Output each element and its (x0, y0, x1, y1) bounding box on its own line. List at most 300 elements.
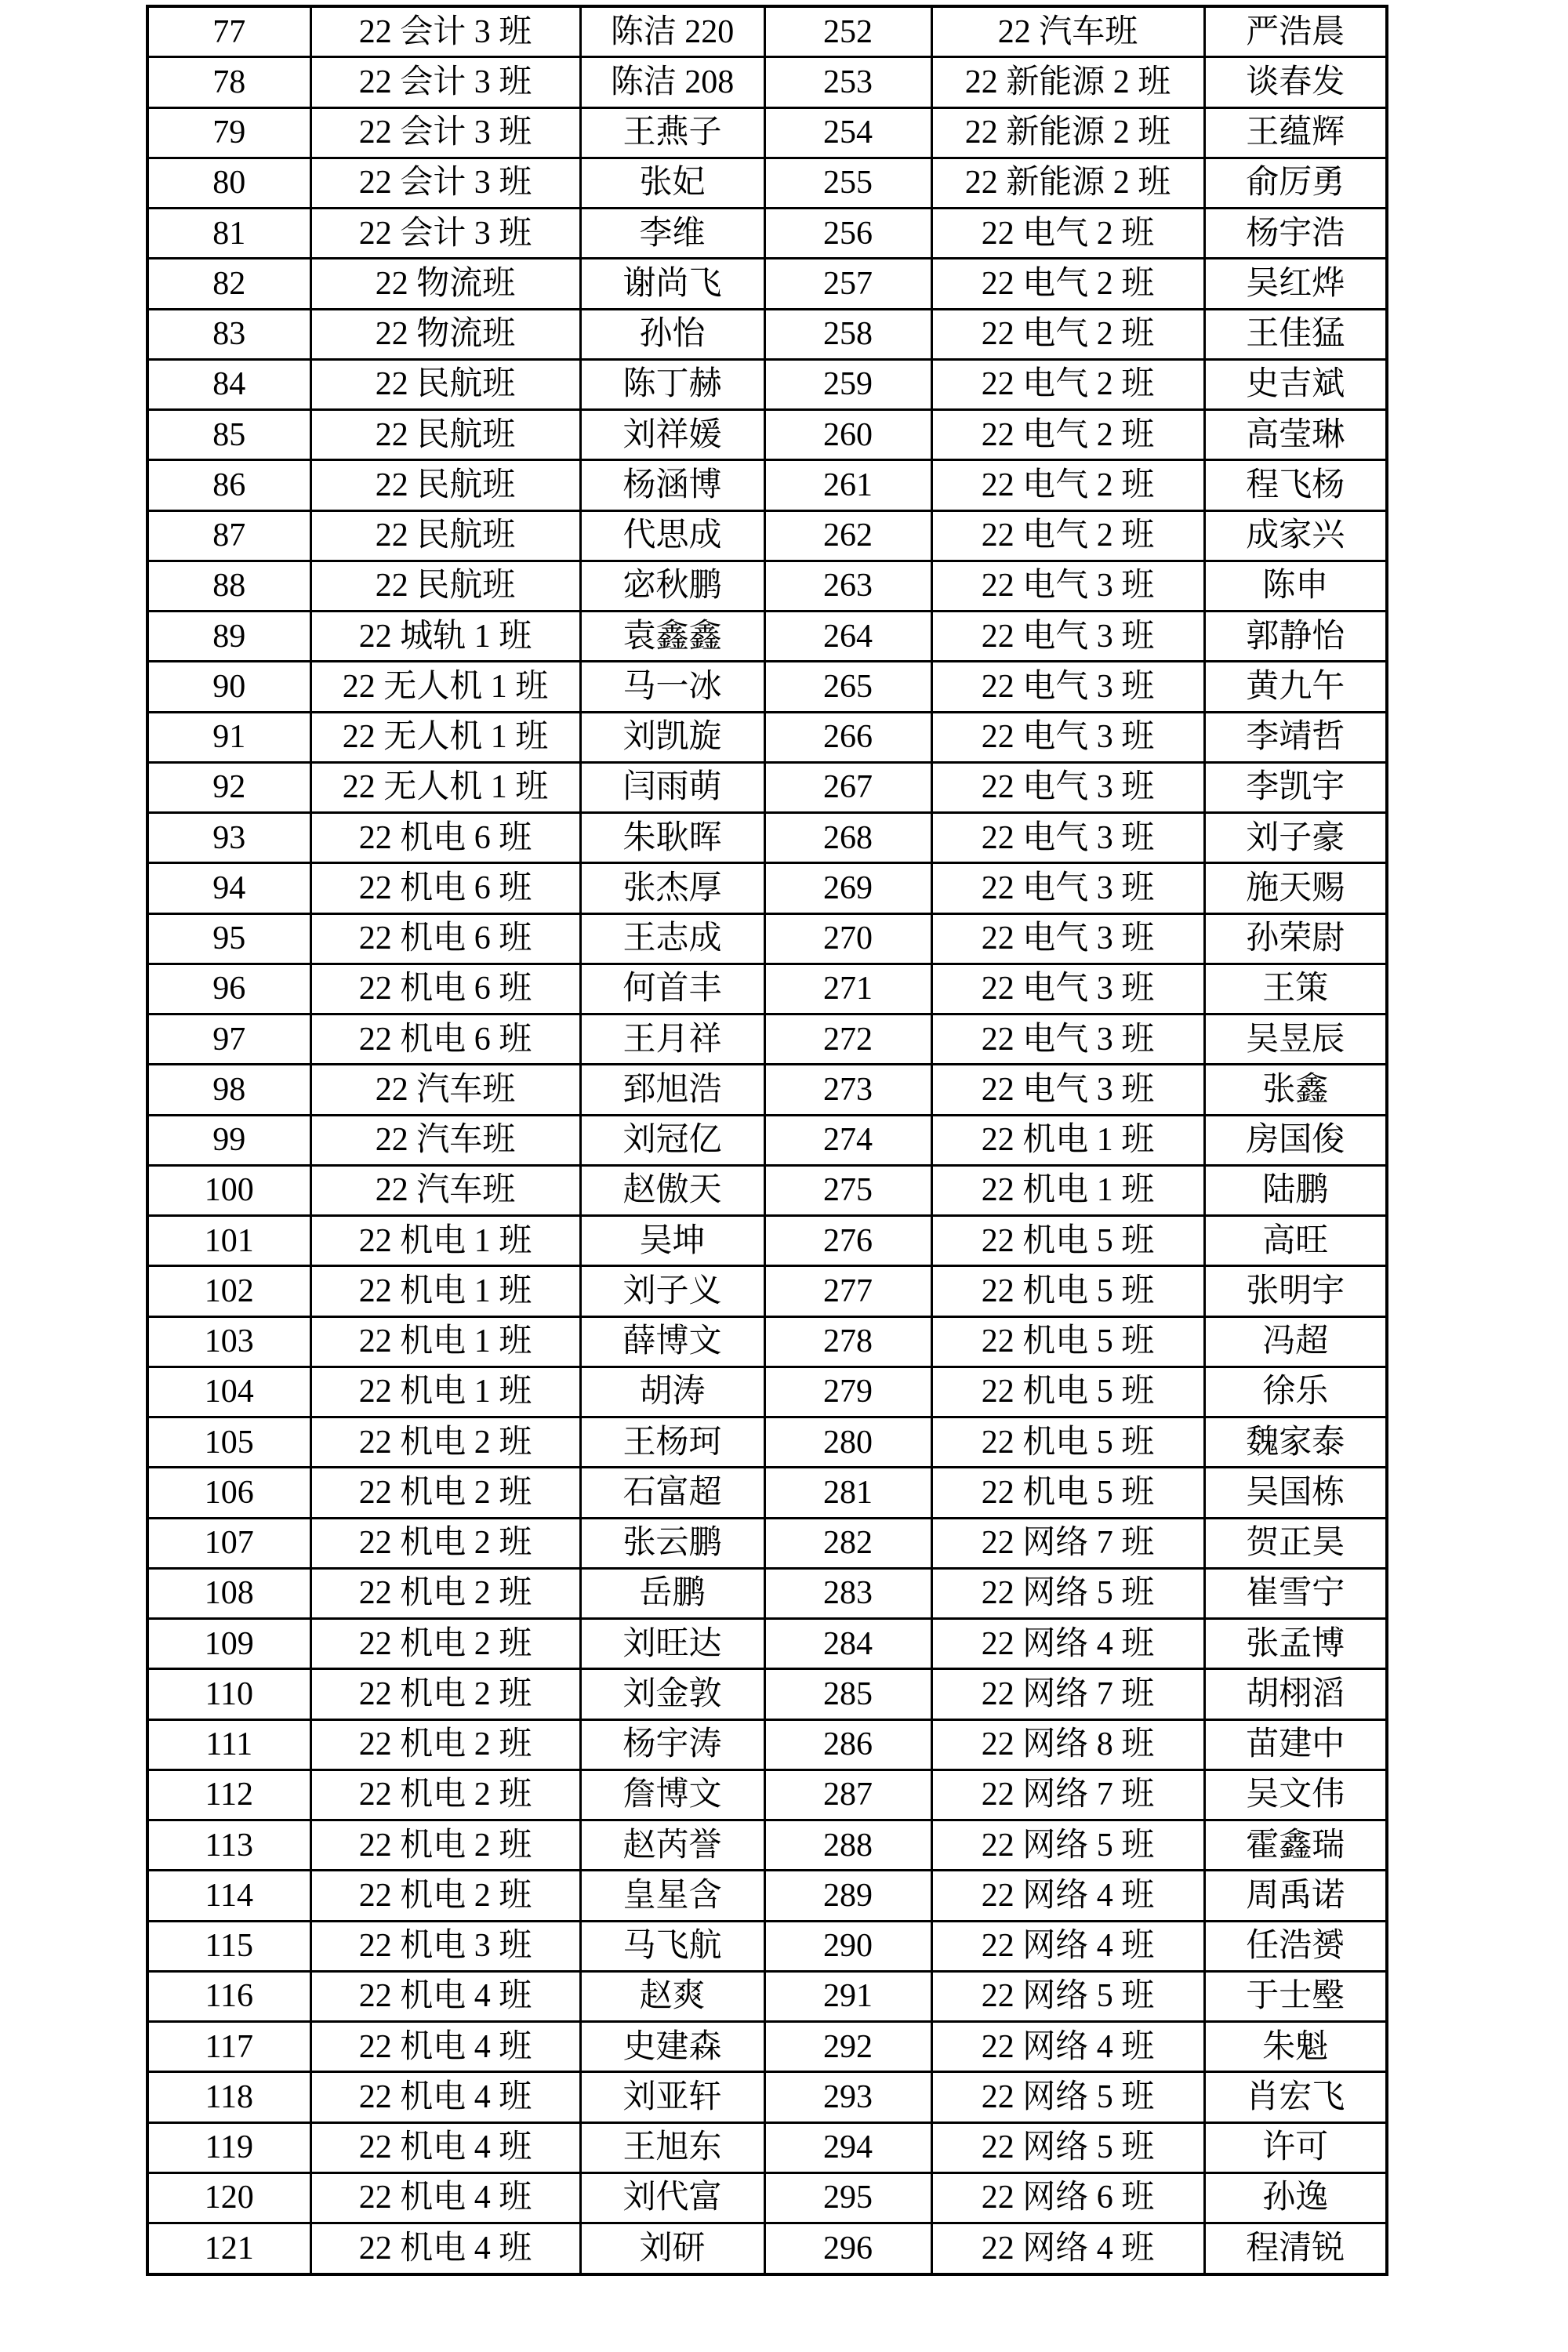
name-cell-right: 徐乐 (1204, 1367, 1387, 1417)
seq-cell-right: 272 (764, 1014, 931, 1065)
seq-cell-right: 292 (764, 2022, 931, 2072)
roster-table-body (147, 6, 1387, 2274)
table-row (147, 561, 1387, 611)
class-cell-right: 22 电气 2 班 (931, 359, 1204, 409)
name-cell-left: 刘亚轩 (580, 2072, 764, 2122)
name-cell-right: 程飞杨 (1204, 460, 1387, 510)
class-cell-left: 22 机电 6 班 (310, 1014, 580, 1065)
table-row (147, 359, 1387, 409)
name-cell-right: 程清锐 (1204, 2223, 1387, 2274)
name-cell-right: 贺正昊 (1204, 1518, 1387, 1568)
table-row (147, 1417, 1387, 1468)
name-cell-right: 王策 (1204, 964, 1387, 1014)
seq-cell-right: 278 (764, 1316, 931, 1367)
class-cell-left: 22 机电 4 班 (310, 2122, 580, 2172)
seq-cell-left: 103 (147, 1316, 310, 1367)
class-cell-left: 22 机电 4 班 (310, 2223, 580, 2274)
name-cell-right: 陈申 (1204, 561, 1387, 611)
class-cell-left: 22 机电 4 班 (310, 2022, 580, 2072)
seq-cell-right: 274 (764, 1115, 931, 1165)
table-row (147, 209, 1387, 259)
class-cell-left: 22 机电 2 班 (310, 1820, 580, 1871)
class-cell-right: 22 电气 2 班 (931, 309, 1204, 359)
table-row (147, 1568, 1387, 1618)
name-cell-left: 刘冠亿 (580, 1115, 764, 1165)
name-cell-right: 周禹诺 (1204, 1871, 1387, 1921)
seq-cell-right: 268 (764, 813, 931, 863)
seq-cell-right: 285 (764, 1669, 931, 1719)
class-cell-left: 22 机电 6 班 (310, 913, 580, 964)
table-row (147, 1115, 1387, 1165)
seq-cell-left: 111 (147, 1719, 310, 1769)
seq-cell-right: 263 (764, 561, 931, 611)
class-cell-left: 22 民航班 (310, 359, 580, 409)
table-row (147, 1266, 1387, 1316)
seq-cell-left: 121 (147, 2223, 310, 2274)
name-cell-left: 闫雨萌 (580, 762, 764, 812)
seq-cell-left: 79 (147, 107, 310, 158)
name-cell-right: 高莹琳 (1204, 410, 1387, 460)
class-cell-right: 22 网络 5 班 (931, 1971, 1204, 2021)
class-cell-right: 22 电气 2 班 (931, 209, 1204, 259)
seq-cell-right: 258 (764, 309, 931, 359)
name-cell-right: 吴昱辰 (1204, 1014, 1387, 1065)
seq-cell-right: 294 (764, 2122, 931, 2172)
class-cell-right: 22 电气 3 班 (931, 813, 1204, 863)
table-row (147, 1316, 1387, 1367)
class-cell-left: 22 机电 4 班 (310, 2072, 580, 2122)
seq-cell-right: 286 (764, 1719, 931, 1769)
name-cell-right: 张鑫 (1204, 1065, 1387, 1115)
class-cell-left: 22 城轨 1 班 (310, 612, 580, 662)
seq-cell-right: 262 (764, 510, 931, 561)
name-cell-right: 李靖哲 (1204, 712, 1387, 762)
name-cell-left: 王月祥 (580, 1014, 764, 1065)
table-row (147, 1719, 1387, 1769)
class-cell-right: 22 电气 2 班 (931, 259, 1204, 309)
class-cell-right: 22 网络 5 班 (931, 1568, 1204, 1618)
class-cell-right: 22 网络 5 班 (931, 2072, 1204, 2122)
class-cell-right: 22 网络 4 班 (931, 1871, 1204, 1921)
name-cell-left: 孙怡 (580, 309, 764, 359)
class-cell-left: 22 机电 6 班 (310, 863, 580, 913)
seq-cell-left: 90 (147, 662, 310, 712)
class-cell-right: 22 新能源 2 班 (931, 107, 1204, 158)
seq-cell-right: 284 (764, 1619, 931, 1669)
name-cell-right: 霍鑫瑞 (1204, 1820, 1387, 1871)
class-cell-left: 22 机电 4 班 (310, 1971, 580, 2021)
seq-cell-left: 89 (147, 612, 310, 662)
seq-cell-right: 279 (764, 1367, 931, 1417)
class-cell-right: 22 机电 5 班 (931, 1266, 1204, 1316)
seq-cell-left: 108 (147, 1568, 310, 1618)
seq-cell-left: 104 (147, 1367, 310, 1417)
seq-cell-left: 92 (147, 762, 310, 812)
table-row (147, 964, 1387, 1014)
seq-cell-right: 265 (764, 662, 931, 712)
seq-cell-right: 288 (764, 1820, 931, 1871)
seq-cell-right: 276 (764, 1216, 931, 1266)
seq-cell-right: 271 (764, 964, 931, 1014)
table-row (147, 2172, 1387, 2223)
class-cell-right: 22 网络 4 班 (931, 2223, 1204, 2274)
class-cell-right: 22 汽车班 (931, 6, 1204, 57)
seq-cell-right: 260 (764, 410, 931, 460)
seq-cell-right: 289 (764, 1871, 931, 1921)
class-cell-left: 22 机电 2 班 (310, 1468, 580, 1518)
class-cell-left: 22 机电 2 班 (310, 1769, 580, 1820)
class-cell-left: 22 机电 2 班 (310, 1719, 580, 1769)
seq-cell-left: 119 (147, 2122, 310, 2172)
class-cell-right: 22 机电 1 班 (931, 1165, 1204, 1215)
seq-cell-right: 264 (764, 612, 931, 662)
seq-cell-left: 100 (147, 1165, 310, 1215)
seq-cell-left: 120 (147, 2172, 310, 2223)
class-cell-right: 22 电气 3 班 (931, 762, 1204, 812)
class-cell-left: 22 机电 1 班 (310, 1367, 580, 1417)
seq-cell-right: 273 (764, 1065, 931, 1115)
table-row (147, 2022, 1387, 2072)
name-cell-left: 岳鹏 (580, 1568, 764, 1618)
table-row (147, 1216, 1387, 1266)
class-cell-right: 22 电气 2 班 (931, 410, 1204, 460)
seq-cell-left: 93 (147, 813, 310, 863)
class-cell-right: 22 电气 3 班 (931, 964, 1204, 1014)
class-cell-left: 22 无人机 1 班 (310, 662, 580, 712)
class-cell-right: 22 机电 5 班 (931, 1417, 1204, 1468)
seq-cell-right: 252 (764, 6, 931, 57)
table-row (147, 1871, 1387, 1921)
name-cell-left: 石富超 (580, 1468, 764, 1518)
seq-cell-left: 109 (147, 1619, 310, 1669)
seq-cell-right: 270 (764, 913, 931, 964)
seq-cell-right: 269 (764, 863, 931, 913)
class-cell-right: 22 网络 6 班 (931, 2172, 1204, 2223)
name-cell-right: 李凯宇 (1204, 762, 1387, 812)
seq-cell-left: 106 (147, 1468, 310, 1518)
class-cell-left: 22 物流班 (310, 259, 580, 309)
seq-cell-left: 116 (147, 1971, 310, 2021)
name-cell-left: 王燕子 (580, 107, 764, 158)
seq-cell-left: 98 (147, 1065, 310, 1115)
name-cell-right: 房国俊 (1204, 1115, 1387, 1165)
name-cell-left: 郅旭浩 (580, 1065, 764, 1115)
name-cell-left: 王杨珂 (580, 1417, 764, 1468)
class-cell-left: 22 会计 3 班 (310, 158, 580, 208)
table-row (147, 510, 1387, 561)
seq-cell-left: 78 (147, 57, 310, 107)
name-cell-left: 张妃 (580, 158, 764, 208)
class-cell-left: 22 机电 2 班 (310, 1619, 580, 1669)
seq-cell-left: 82 (147, 259, 310, 309)
seq-cell-left: 110 (147, 1669, 310, 1719)
class-cell-left: 22 机电 3 班 (310, 1921, 580, 1971)
name-cell-left: 代思成 (580, 510, 764, 561)
table-row (147, 460, 1387, 510)
name-cell-right: 于士壂 (1204, 1971, 1387, 2021)
table-row (147, 1619, 1387, 1669)
name-cell-right: 肖宏飞 (1204, 2072, 1387, 2122)
name-cell-left: 赵芮誉 (580, 1820, 764, 1871)
seq-cell-left: 91 (147, 712, 310, 762)
class-cell-right: 22 机电 5 班 (931, 1468, 1204, 1518)
class-cell-left: 22 无人机 1 班 (310, 762, 580, 812)
name-cell-right: 任浩赟 (1204, 1921, 1387, 1971)
name-cell-right: 许可 (1204, 2122, 1387, 2172)
seq-cell-left: 81 (147, 209, 310, 259)
table-row (147, 612, 1387, 662)
name-cell-right: 史吉斌 (1204, 359, 1387, 409)
name-cell-left: 张杰厚 (580, 863, 764, 913)
name-cell-right: 郭静怡 (1204, 612, 1387, 662)
seq-cell-left: 99 (147, 1115, 310, 1165)
seq-cell-right: 259 (764, 359, 931, 409)
seq-cell-left: 84 (147, 359, 310, 409)
table-row (147, 158, 1387, 208)
class-cell-left: 22 物流班 (310, 309, 580, 359)
seq-cell-right: 291 (764, 1971, 931, 2021)
name-cell-left: 刘代富 (580, 2172, 764, 2223)
class-cell-left: 22 机电 2 班 (310, 1417, 580, 1468)
name-cell-right: 俞厉勇 (1204, 158, 1387, 208)
table-row (147, 57, 1387, 107)
class-cell-right: 22 电气 2 班 (931, 460, 1204, 510)
seq-cell-left: 95 (147, 913, 310, 964)
class-cell-left: 22 机电 6 班 (310, 964, 580, 1014)
name-cell-left: 胡涛 (580, 1367, 764, 1417)
seq-cell-right: 290 (764, 1921, 931, 1971)
seq-cell-left: 105 (147, 1417, 310, 1468)
seq-cell-right: 282 (764, 1518, 931, 1568)
name-cell-left: 吴坤 (580, 1216, 764, 1266)
name-cell-left: 陈丁赫 (580, 359, 764, 409)
name-cell-right: 王蕴辉 (1204, 107, 1387, 158)
seq-cell-left: 97 (147, 1014, 310, 1065)
name-cell-left: 皇星含 (580, 1871, 764, 1921)
name-cell-right: 孙荣尉 (1204, 913, 1387, 964)
class-cell-left: 22 机电 2 班 (310, 1871, 580, 1921)
name-cell-right: 吴红烨 (1204, 259, 1387, 309)
table-row (147, 1014, 1387, 1065)
class-cell-left: 22 会计 3 班 (310, 209, 580, 259)
seq-cell-left: 112 (147, 1769, 310, 1820)
class-cell-left: 22 会计 3 班 (310, 57, 580, 107)
name-cell-left: 刘金敦 (580, 1669, 764, 1719)
name-cell-right: 吴文伟 (1204, 1769, 1387, 1820)
seq-cell-right: 293 (764, 2072, 931, 2122)
seq-cell-left: 87 (147, 510, 310, 561)
class-cell-left: 22 汽车班 (310, 1165, 580, 1215)
table-row (147, 1468, 1387, 1518)
seq-cell-right: 253 (764, 57, 931, 107)
class-cell-left: 22 会计 3 班 (310, 107, 580, 158)
name-cell-left: 陈洁 208 (580, 57, 764, 107)
name-cell-left: 袁鑫鑫 (580, 612, 764, 662)
class-cell-left: 22 机电 1 班 (310, 1266, 580, 1316)
seq-cell-left: 107 (147, 1518, 310, 1568)
name-cell-left: 马飞航 (580, 1921, 764, 1971)
name-cell-right: 孙逸 (1204, 2172, 1387, 2223)
table-row (147, 2072, 1387, 2122)
name-cell-left: 赵爽 (580, 1971, 764, 2021)
seq-cell-left: 101 (147, 1216, 310, 1266)
seq-cell-right: 275 (764, 1165, 931, 1215)
seq-cell-right: 283 (764, 1568, 931, 1618)
seq-cell-right: 266 (764, 712, 931, 762)
table-row (147, 1065, 1387, 1115)
class-cell-right: 22 机电 5 班 (931, 1316, 1204, 1367)
class-cell-right: 22 网络 4 班 (931, 2022, 1204, 2072)
name-cell-left: 王志成 (580, 913, 764, 964)
name-cell-left: 朱耿晖 (580, 813, 764, 863)
student-roster-table (146, 5, 1388, 2276)
name-cell-right: 陆鹏 (1204, 1165, 1387, 1215)
name-cell-left: 杨涵博 (580, 460, 764, 510)
table-row (147, 6, 1387, 57)
name-cell-right: 胡栩滔 (1204, 1669, 1387, 1719)
table-row (147, 1367, 1387, 1417)
table-row (147, 1669, 1387, 1719)
class-cell-right: 22 网络 5 班 (931, 1820, 1204, 1871)
name-cell-right: 王佳猛 (1204, 309, 1387, 359)
class-cell-right: 22 新能源 2 班 (931, 57, 1204, 107)
name-cell-left: 刘祥媛 (580, 410, 764, 460)
seq-cell-left: 113 (147, 1820, 310, 1871)
seq-cell-right: 296 (764, 2223, 931, 2274)
name-cell-right: 朱魁 (1204, 2022, 1387, 2072)
class-cell-right: 22 电气 3 班 (931, 662, 1204, 712)
seq-cell-right: 254 (764, 107, 931, 158)
name-cell-right: 吴国栋 (1204, 1468, 1387, 1518)
name-cell-right: 杨宇浩 (1204, 209, 1387, 259)
table-row (147, 259, 1387, 309)
name-cell-left: 薛博文 (580, 1316, 764, 1367)
table-row (147, 863, 1387, 913)
table-row (147, 1971, 1387, 2021)
class-cell-left: 22 民航班 (310, 460, 580, 510)
name-cell-right: 黄九午 (1204, 662, 1387, 712)
seq-cell-left: 83 (147, 309, 310, 359)
table-row (147, 913, 1387, 964)
seq-cell-left: 115 (147, 1921, 310, 1971)
table-row (147, 1921, 1387, 1971)
seq-cell-right: 277 (764, 1266, 931, 1316)
seq-cell-left: 80 (147, 158, 310, 208)
name-cell-right: 冯超 (1204, 1316, 1387, 1367)
name-cell-left: 王旭东 (580, 2122, 764, 2172)
table-row (147, 2223, 1387, 2274)
name-cell-right: 刘子豪 (1204, 813, 1387, 863)
class-cell-right: 22 电气 3 班 (931, 863, 1204, 913)
seq-cell-left: 96 (147, 964, 310, 1014)
name-cell-right: 魏家泰 (1204, 1417, 1387, 1468)
class-cell-left: 22 机电 2 班 (310, 1518, 580, 1568)
seq-cell-left: 85 (147, 410, 310, 460)
name-cell-right: 苗建中 (1204, 1719, 1387, 1769)
name-cell-left: 陈洁 220 (580, 6, 764, 57)
name-cell-right: 严浩晨 (1204, 6, 1387, 57)
seq-cell-left: 118 (147, 2072, 310, 2122)
seq-cell-left: 94 (147, 863, 310, 913)
table-row (147, 1769, 1387, 1820)
class-cell-right: 22 电气 3 班 (931, 712, 1204, 762)
name-cell-left: 赵傲天 (580, 1165, 764, 1215)
class-cell-right: 22 网络 4 班 (931, 1619, 1204, 1669)
name-cell-left: 何首丰 (580, 964, 764, 1014)
table-row (147, 1820, 1387, 1871)
name-cell-left: 宓秋鹏 (580, 561, 764, 611)
table-row (147, 712, 1387, 762)
class-cell-left: 22 机电 1 班 (310, 1316, 580, 1367)
seq-cell-right: 295 (764, 2172, 931, 2223)
name-cell-left: 詹博文 (580, 1769, 764, 1820)
class-cell-right: 22 网络 7 班 (931, 1769, 1204, 1820)
class-cell-left: 22 会计 3 班 (310, 6, 580, 57)
seq-cell-right: 267 (764, 762, 931, 812)
class-cell-right: 22 机电 5 班 (931, 1216, 1204, 1266)
seq-cell-right: 280 (764, 1417, 931, 1468)
table-row (147, 107, 1387, 158)
seq-cell-left: 86 (147, 460, 310, 510)
seq-cell-left: 88 (147, 561, 310, 611)
class-cell-left: 22 机电 4 班 (310, 2172, 580, 2223)
name-cell-right: 施天赐 (1204, 863, 1387, 913)
class-cell-left: 22 机电 2 班 (310, 1568, 580, 1618)
table-row (147, 662, 1387, 712)
name-cell-left: 史建森 (580, 2022, 764, 2072)
seq-cell-right: 281 (764, 1468, 931, 1518)
class-cell-left: 22 机电 6 班 (310, 813, 580, 863)
seq-cell-right: 287 (764, 1769, 931, 1820)
class-cell-right: 22 电气 3 班 (931, 1065, 1204, 1115)
table-row (147, 410, 1387, 460)
seq-cell-left: 102 (147, 1266, 310, 1316)
class-cell-right: 22 网络 8 班 (931, 1719, 1204, 1769)
name-cell-left: 谢尚飞 (580, 259, 764, 309)
name-cell-right: 张孟博 (1204, 1619, 1387, 1669)
class-cell-left: 22 汽车班 (310, 1115, 580, 1165)
seq-cell-left: 77 (147, 6, 310, 57)
name-cell-left: 刘子义 (580, 1266, 764, 1316)
seq-cell-left: 114 (147, 1871, 310, 1921)
name-cell-left: 李维 (580, 209, 764, 259)
class-cell-right: 22 电气 3 班 (931, 913, 1204, 964)
class-cell-left: 22 民航班 (310, 410, 580, 460)
name-cell-right: 谈春发 (1204, 57, 1387, 107)
class-cell-left: 22 民航班 (310, 561, 580, 611)
name-cell-left: 马一冰 (580, 662, 764, 712)
table-row (147, 2122, 1387, 2172)
class-cell-right: 22 电气 3 班 (931, 612, 1204, 662)
table-row (147, 1518, 1387, 1568)
class-cell-right: 22 新能源 2 班 (931, 158, 1204, 208)
table-row (147, 309, 1387, 359)
class-cell-right: 22 电气 2 班 (931, 510, 1204, 561)
class-cell-right: 22 电气 3 班 (931, 1014, 1204, 1065)
name-cell-left: 杨宇涛 (580, 1719, 764, 1769)
class-cell-left: 22 无人机 1 班 (310, 712, 580, 762)
name-cell-left: 张云鹏 (580, 1518, 764, 1568)
class-cell-left: 22 汽车班 (310, 1065, 580, 1115)
class-cell-right: 22 电气 3 班 (931, 561, 1204, 611)
seq-cell-right: 256 (764, 209, 931, 259)
class-cell-left: 22 民航班 (310, 510, 580, 561)
seq-cell-right: 255 (764, 158, 931, 208)
class-cell-right: 22 机电 1 班 (931, 1115, 1204, 1165)
class-cell-right: 22 网络 7 班 (931, 1669, 1204, 1719)
class-cell-right: 22 网络 4 班 (931, 1921, 1204, 1971)
table-row (147, 1165, 1387, 1215)
